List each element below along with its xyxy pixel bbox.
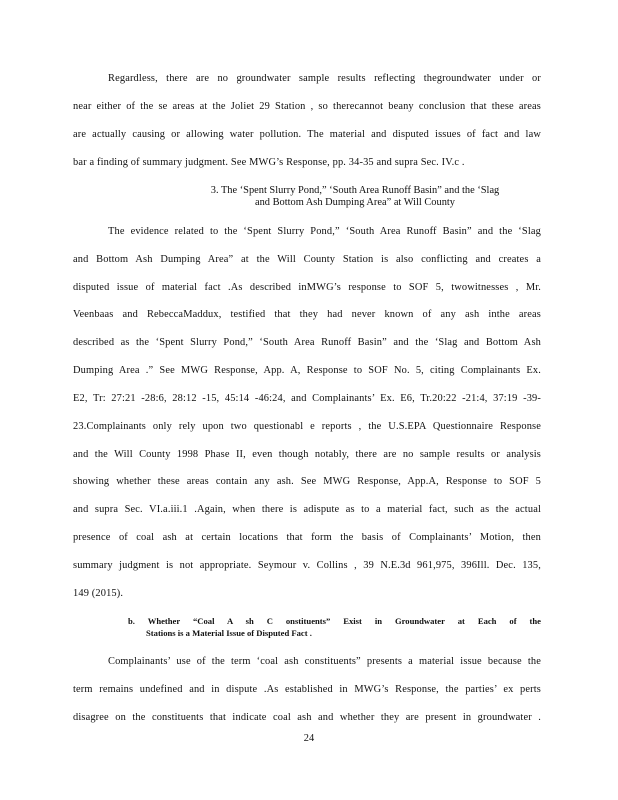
text-line: 149 (2015). [73,588,124,599]
text-line: The evidence related to the ‘Spent Slurry Pond,” ‘South Area Runoff Basin” and the ‘Slag [108,226,541,237]
text-line: showing whether these areas contain any ash. See MWG Response, App.A, Response to SOF 5 [73,476,541,487]
text-line: 23.Complainants only rely upon two questionabl e reports , the U.S.EPA Questionnaire Response [73,421,541,432]
heading-line: 3. The ‘Spent Slurry Pond,” ‘South Area Runoff Basin” and the ‘Slag [210,185,500,196]
heading-line: b. Whether “Coal A sh C onstituents” Exist in Groundwater at Each of the [128,616,541,626]
text-line: and supra Sec. VI.a.iii.1 .Again, when there is adispute as to a material fact, such as the actual [73,504,541,515]
text-line: are actually causing or allowing water pollution. The material and disputed issues of fact and law [73,129,541,140]
section-heading-b [128,615,541,639]
text-line: disputed issue of material fact .As described inMWG’s response to SOF 5, twowitnesses , Mr. [73,282,541,293]
text-line: bar a finding of summary judgment. See MWG’s Response, pp. 34-35 and supra Sec. IV.c . [73,157,465,168]
text-line: summary judgment is not appropriate. Seymour v. Collins , 39 N.E.3d 961,975, 396Ill. Dec. 135, [73,560,541,571]
section-heading-3 [190,185,520,209]
text-line: disagree on the constituents that indicate coal ash and whether they are present in groundwater . [73,712,541,723]
text-line: near either of the se areas at the Joliet 29 Station , so therecannot beany conclusion that these areas [73,101,541,112]
text-line: Complainants’ use of the term ‘coal ash constituents” presents a material issue because the [108,656,541,667]
page-number: 24 [303,733,315,744]
text-line: Regardless, there are no groundwater sample results reflecting thegroundwater under or [108,73,541,84]
text-line: E2, Tr: 27:21 -28:6, 28:12 -15, 45:14 -46:24, and Complainants’ Ex. E6, Tr.20:22 -21:4, 37:19 -39- [73,393,541,404]
text-line: Dumping Area .” See MWG Response, App. A, Response to SOF No. 5, citing Complainants Ex. [73,365,541,376]
text-line: term remains undefined and in dispute .As established in MWG’s Response, the parties’ ex perts [73,684,541,695]
text-line: Veenbaas and RebeccaMaddux, testified that they had never known of any ash inthe areas [73,309,541,320]
heading-line: and Bottom Ash Dumping Area” at Will County [255,197,455,208]
text-line: and Bottom Ash Dumping Area” at the Will County Station is also conflicting and creates a [73,254,541,265]
text-line: presence of coal ash at certain locations that form the basis of Complainants’ Motion, then [73,532,541,543]
text-line: and the Will County 1998 Phase II, even though notably, there are no sample results or analysis [73,449,541,460]
heading-line: Stations is a Material Issue of Disputed Fact . [146,628,312,638]
text-line: described as the ‘Spent Slurry Pond,” ‘South Area Runoff Basin” and the ‘Slag and Bottom Ash [73,337,541,348]
